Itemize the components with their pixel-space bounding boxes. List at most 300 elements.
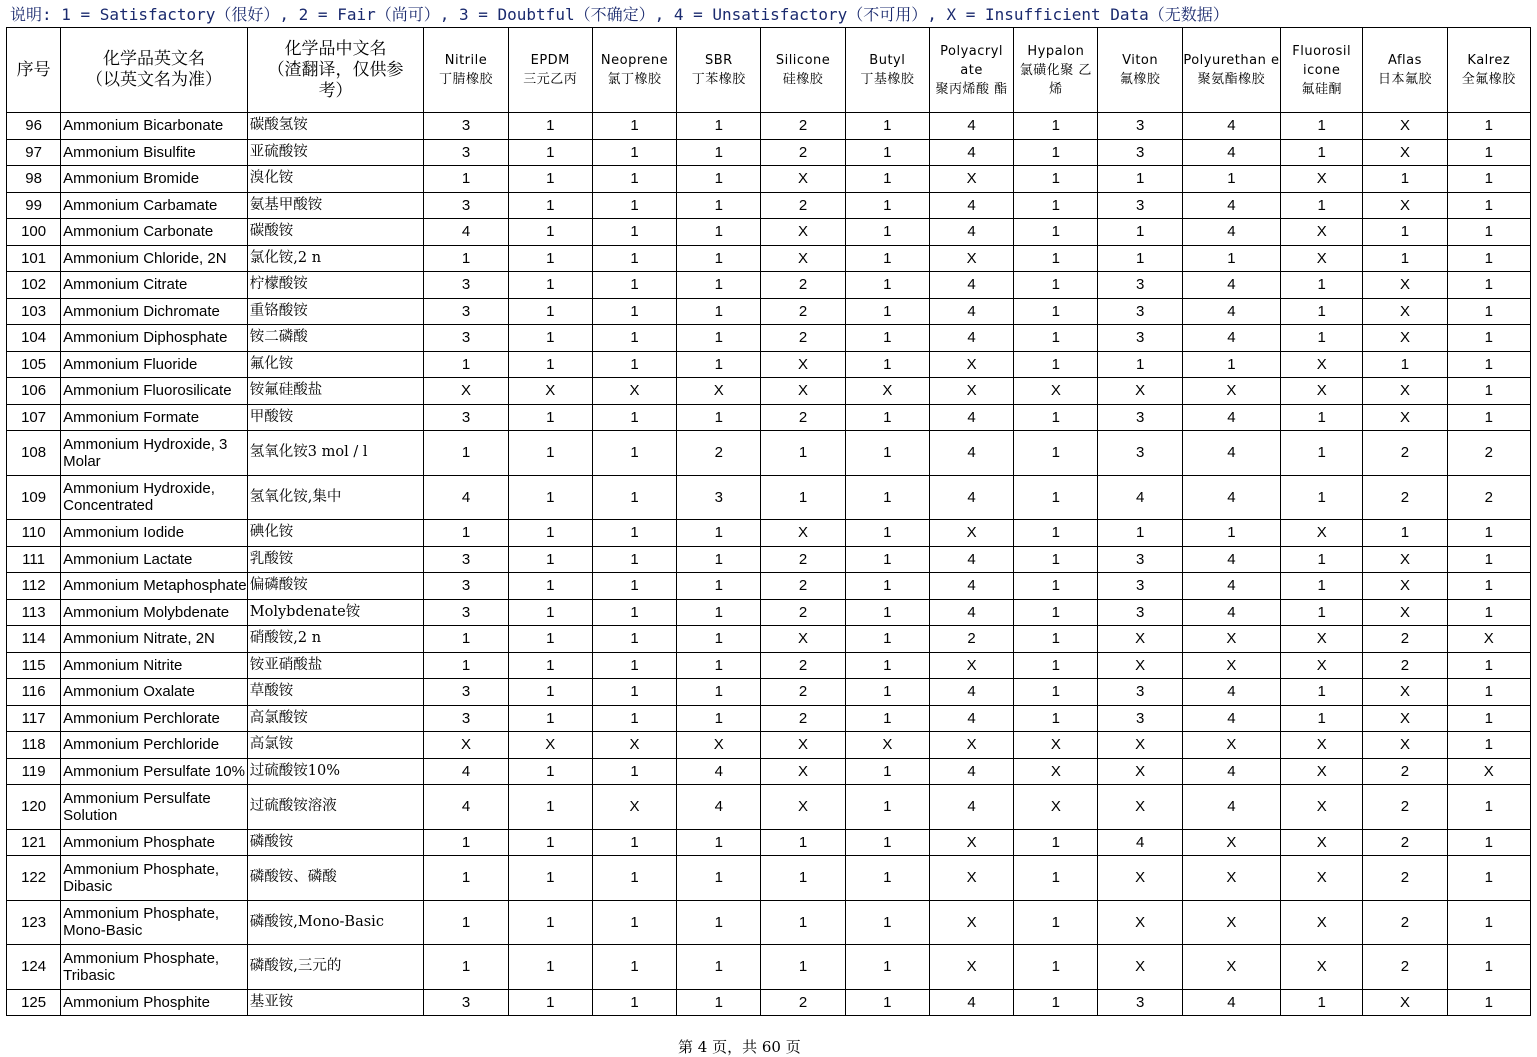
rating-cell: 1 <box>1281 192 1363 219</box>
rating-cell: 3 <box>1098 139 1182 166</box>
header-viton: Viton 氟橡胶 <box>1098 28 1182 113</box>
row-number: 97 <box>7 139 61 166</box>
chemical-en-name: Ammonium Diphosphate <box>61 325 248 352</box>
rating-cell: 1 <box>592 139 676 166</box>
rating-cell: X <box>1281 785 1363 830</box>
rating-cell: X <box>1281 520 1363 547</box>
rating-cell: 1 <box>677 298 761 325</box>
rating-cell: 2 <box>761 652 845 679</box>
header-polyacrylate: Polyacryl ate 聚丙烯酸 酯 <box>929 28 1013 113</box>
rating-cell: 1 <box>1014 475 1098 520</box>
rating-cell: 1 <box>1014 652 1098 679</box>
rating-cell: X <box>1447 626 1530 653</box>
rating-cell: 4 <box>929 325 1013 352</box>
rating-cell: 1 <box>592 652 676 679</box>
rating-cell: 1 <box>761 829 845 856</box>
chemical-cn-name: 亚硫酸铵 <box>247 139 424 166</box>
chemical-cn-name: 磷酸铵 <box>247 829 424 856</box>
rating-cell: X <box>1363 113 1447 140</box>
row-number: 122 <box>7 856 61 901</box>
rating-cell: 1 <box>508 758 592 785</box>
rating-cell: 4 <box>929 192 1013 219</box>
rating-cell: 2 <box>761 113 845 140</box>
rating-cell: 1 <box>1447 219 1530 246</box>
row-number: 100 <box>7 219 61 246</box>
chemical-cn-name: 碳酸氢铵 <box>247 113 424 140</box>
rating-cell: 1 <box>677 404 761 431</box>
rating-cell: 2 <box>761 546 845 573</box>
rating-cell: 4 <box>929 758 1013 785</box>
rating-cell: 1 <box>677 856 761 901</box>
chemical-cn-name: 磷酸铵,Mono-Basic <box>247 900 424 945</box>
rating-cell: 1 <box>1447 325 1530 352</box>
rating-cell: 2 <box>761 325 845 352</box>
rating-cell: 3 <box>424 573 508 600</box>
rating-cell: 1 <box>1014 219 1098 246</box>
rating-cell: X <box>929 166 1013 193</box>
rating-cell: 1 <box>1363 166 1447 193</box>
rating-cell: 1 <box>1447 732 1530 759</box>
rating-cell: X <box>845 732 929 759</box>
rating-cell: 4 <box>929 546 1013 573</box>
rating-cell: 4 <box>424 475 508 520</box>
rating-cell: 1 <box>1281 546 1363 573</box>
rating-cell: X <box>1098 626 1182 653</box>
rating-cell: X <box>929 732 1013 759</box>
rating-cell: 1 <box>677 900 761 945</box>
rating-cell: 1 <box>1447 546 1530 573</box>
header-aflas: Aflas 日本氟胶 <box>1363 28 1447 113</box>
rating-cell: X <box>424 732 508 759</box>
chemical-cn-name: 铵亚硝酸盐 <box>247 652 424 679</box>
rating-cell: 1 <box>677 573 761 600</box>
table-row <box>7 475 1531 520</box>
rating-cell: 1 <box>677 325 761 352</box>
rating-cell: 1 <box>424 829 508 856</box>
rating-cell: X <box>1281 351 1363 378</box>
rating-cell: 1 <box>592 829 676 856</box>
rating-cell: 1 <box>592 679 676 706</box>
chemical-en-name: Ammonium Carbonate <box>61 219 248 246</box>
rating-cell: X <box>1281 219 1363 246</box>
rating-cell: 1 <box>424 945 508 990</box>
rating-cell: 1 <box>508 626 592 653</box>
rating-cell: 1 <box>508 298 592 325</box>
table-row <box>7 378 1531 405</box>
row-number: 113 <box>7 599 61 626</box>
rating-cell: 3 <box>1098 705 1182 732</box>
chemical-cn-name: 铵二磷酸 <box>247 325 424 352</box>
rating-cell: X <box>761 166 845 193</box>
rating-cell: 3 <box>1098 599 1182 626</box>
rating-cell: X <box>1363 732 1447 759</box>
rating-cell: 1 <box>424 652 508 679</box>
rating-cell: 1 <box>508 245 592 272</box>
rating-cell: X <box>1363 679 1447 706</box>
rating-cell: 1 <box>845 652 929 679</box>
rating-cell: 1 <box>1014 546 1098 573</box>
rating-cell: 1 <box>845 404 929 431</box>
rating-cell: 3 <box>424 705 508 732</box>
rating-cell: X <box>1363 404 1447 431</box>
row-number: 115 <box>7 652 61 679</box>
table-row <box>7 732 1531 759</box>
rating-cell: 1 <box>1098 219 1182 246</box>
row-number: 96 <box>7 113 61 140</box>
rating-cell: 4 <box>929 139 1013 166</box>
chemical-en-name: Ammonium Lactate <box>61 546 248 573</box>
rating-cell: 4 <box>929 404 1013 431</box>
rating-cell: 1 <box>592 599 676 626</box>
rating-cell: X <box>761 732 845 759</box>
row-number: 101 <box>7 245 61 272</box>
rating-cell: 1 <box>677 599 761 626</box>
rating-cell: 4 <box>1182 546 1280 573</box>
rating-cell: 1 <box>677 546 761 573</box>
rating-cell: 1 <box>424 431 508 476</box>
rating-cell: 3 <box>1098 989 1182 1016</box>
rating-cell: X <box>1182 829 1280 856</box>
rating-cell: 1 <box>845 298 929 325</box>
rating-cell: 1 <box>508 785 592 830</box>
rating-cell: 1 <box>1014 679 1098 706</box>
rating-cell: X <box>1363 272 1447 299</box>
rating-cell: 4 <box>1182 113 1280 140</box>
table-row <box>7 298 1531 325</box>
rating-cell: X <box>1281 166 1363 193</box>
rating-cell: 3 <box>677 475 761 520</box>
rating-cell: X <box>761 245 845 272</box>
header-butyl: Butyl 丁基橡胶 <box>845 28 929 113</box>
rating-cell: 3 <box>1098 431 1182 476</box>
table-row <box>7 829 1531 856</box>
rating-cell: 2 <box>761 298 845 325</box>
row-number: 108 <box>7 431 61 476</box>
table-row <box>7 272 1531 299</box>
chemical-cn-name: 高氯酸铵 <box>247 705 424 732</box>
row-number: 117 <box>7 705 61 732</box>
rating-cell: 1 <box>508 856 592 901</box>
rating-cell: 1 <box>1014 856 1098 901</box>
rating-cell: 4 <box>929 272 1013 299</box>
rating-cell: 4 <box>1182 989 1280 1016</box>
rating-cell: 3 <box>1098 325 1182 352</box>
rating-cell: 1 <box>1281 113 1363 140</box>
row-number: 125 <box>7 989 61 1016</box>
chemical-en-name: Ammonium Iodide <box>61 520 248 547</box>
table-row <box>7 520 1531 547</box>
chemical-cn-name: 甲酸铵 <box>247 404 424 431</box>
chemical-en-name: Ammonium Oxalate <box>61 679 248 706</box>
rating-cell: 1 <box>677 829 761 856</box>
rating-cell: 3 <box>1098 192 1182 219</box>
row-number: 109 <box>7 475 61 520</box>
rating-cell: 1 <box>1014 626 1098 653</box>
row-number: 124 <box>7 945 61 990</box>
row-number: 103 <box>7 298 61 325</box>
rating-cell: 2 <box>1363 758 1447 785</box>
chemical-en-name: Ammonium Fluoride <box>61 351 248 378</box>
table-row <box>7 599 1531 626</box>
table-row <box>7 900 1531 945</box>
chemical-cn-name: 氟化铵 <box>247 351 424 378</box>
table-row <box>7 166 1531 193</box>
rating-cell: 1 <box>592 989 676 1016</box>
rating-cell: 1 <box>1281 139 1363 166</box>
rating-cell: 1 <box>845 219 929 246</box>
rating-cell: 2 <box>1363 785 1447 830</box>
rating-cell: X <box>592 378 676 405</box>
rating-cell: 1 <box>845 113 929 140</box>
rating-cell: 1 <box>592 758 676 785</box>
rating-cell: X <box>761 351 845 378</box>
rating-cell: 4 <box>929 599 1013 626</box>
header-fluorosilicone: Fluorosil icone 氟硅酮 <box>1281 28 1363 113</box>
row-number: 118 <box>7 732 61 759</box>
rating-cell: X <box>1014 378 1098 405</box>
rating-cell: 1 <box>1014 989 1098 1016</box>
row-number: 106 <box>7 378 61 405</box>
rating-cell: 1 <box>677 520 761 547</box>
table-row <box>7 758 1531 785</box>
rating-cell: 3 <box>1098 546 1182 573</box>
rating-cell: 1 <box>845 785 929 830</box>
chemical-cn-name: 偏磷酸铵 <box>247 573 424 600</box>
rating-cell: 1 <box>677 679 761 706</box>
rating-cell: X <box>1281 829 1363 856</box>
rating-cell: 1 <box>1014 325 1098 352</box>
rating-cell: 1 <box>1281 679 1363 706</box>
rating-cell: 3 <box>424 325 508 352</box>
rating-cell: 1 <box>845 431 929 476</box>
chemical-en-name: Ammonium Persulfate 10% <box>61 758 248 785</box>
rating-cell: X <box>1363 378 1447 405</box>
rating-cell: 1 <box>1014 705 1098 732</box>
rating-cell: 4 <box>1182 139 1280 166</box>
rating-cell: X <box>761 785 845 830</box>
header-sbr: SBR 丁苯橡胶 <box>677 28 761 113</box>
rating-cell: X <box>845 378 929 405</box>
rating-cell: 1 <box>845 829 929 856</box>
table-row <box>7 245 1531 272</box>
chemical-en-name: Ammonium Phosphate, Tribasic <box>61 945 248 990</box>
rating-cell: 4 <box>929 219 1013 246</box>
rating-cell: 1 <box>508 219 592 246</box>
table-row <box>7 325 1531 352</box>
chemical-en-name: Ammonium Perchlorate <box>61 705 248 732</box>
rating-cell: 4 <box>929 431 1013 476</box>
rating-cell: 1 <box>1447 245 1530 272</box>
rating-cell: 1 <box>508 573 592 600</box>
rating-cell: 1 <box>1447 989 1530 1016</box>
rating-cell: 2 <box>761 679 845 706</box>
rating-cell: 1 <box>677 626 761 653</box>
header-polyurethane: Polyurethan e 聚氨酯橡胶 <box>1182 28 1280 113</box>
chemical-cn-name: 氯化铵,2 n <box>247 245 424 272</box>
chemical-en-name: Ammonium Nitrate, 2N <box>61 626 248 653</box>
rating-cell: 2 <box>761 192 845 219</box>
rating-cell: 3 <box>424 139 508 166</box>
rating-cell: X <box>1098 900 1182 945</box>
rating-cell: 4 <box>929 573 1013 600</box>
rating-cell: 2 <box>761 989 845 1016</box>
header-cn-name: 化学品中文名 （渣翻译，仅供参 考） <box>247 28 424 113</box>
rating-cell: 1 <box>845 546 929 573</box>
rating-cell: 4 <box>929 785 1013 830</box>
chemical-en-name: Ammonium Hydroxide, 3 Molar <box>61 431 248 476</box>
chemical-en-name: Ammonium Nitrite <box>61 652 248 679</box>
rating-cell: 1 <box>1363 219 1447 246</box>
rating-cell: 1 <box>592 113 676 140</box>
rating-cell: 1 <box>845 945 929 990</box>
rating-cell: 1 <box>592 856 676 901</box>
rating-cell: X <box>929 900 1013 945</box>
rating-cell: X <box>677 732 761 759</box>
rating-cell: 1 <box>1281 573 1363 600</box>
rating-cell: 4 <box>929 298 1013 325</box>
rating-cell: X <box>1098 378 1182 405</box>
rating-cell: 1 <box>1447 139 1530 166</box>
rating-cell: 1 <box>1098 520 1182 547</box>
rating-cell: 4 <box>929 679 1013 706</box>
rating-cell: 1 <box>508 325 592 352</box>
row-number: 104 <box>7 325 61 352</box>
rating-cell: 1 <box>1182 520 1280 547</box>
rating-cell: X <box>1014 732 1098 759</box>
rating-cell: 2 <box>761 573 845 600</box>
rating-cell: 1 <box>677 219 761 246</box>
chemical-en-name: Ammonium Phosphate <box>61 829 248 856</box>
rating-cell: 1 <box>508 599 592 626</box>
rating-cell: 1 <box>1014 900 1098 945</box>
rating-cell: 1 <box>508 652 592 679</box>
rating-cell: X <box>1363 325 1447 352</box>
rating-cell: 1 <box>1182 351 1280 378</box>
rating-cell: 3 <box>424 989 508 1016</box>
rating-cell: 4 <box>1182 404 1280 431</box>
rating-cell: 1 <box>1014 520 1098 547</box>
rating-cell: 3 <box>1098 298 1182 325</box>
chemical-cn-name: 氢氧化铵,集中 <box>247 475 424 520</box>
rating-cell: 1 <box>1182 166 1280 193</box>
rating-cell: 2 <box>1363 945 1447 990</box>
rating-cell: X <box>1182 856 1280 901</box>
rating-cell: 1 <box>1014 272 1098 299</box>
rating-cell: X <box>1182 626 1280 653</box>
rating-cell: 1 <box>424 245 508 272</box>
table-row <box>7 431 1531 476</box>
rating-cell: 1 <box>1014 245 1098 272</box>
table-row <box>7 705 1531 732</box>
row-number: 119 <box>7 758 61 785</box>
row-number: 107 <box>7 404 61 431</box>
table-body <box>7 113 1531 1016</box>
header-kalrez: Kalrez 全氟橡胶 <box>1447 28 1530 113</box>
row-number: 98 <box>7 166 61 193</box>
rating-cell: 2 <box>761 272 845 299</box>
table-row <box>7 945 1531 990</box>
row-number: 102 <box>7 272 61 299</box>
header-en-name: 化学品英文名 （以英文名为准） <box>61 28 248 113</box>
table-row <box>7 139 1531 166</box>
rating-cell: X <box>1182 732 1280 759</box>
rating-cell: 3 <box>1098 404 1182 431</box>
rating-cell: 4 <box>1182 298 1280 325</box>
rating-cell: 1 <box>1447 599 1530 626</box>
chemical-en-name: Ammonium Phosphate, Mono-Basic <box>61 900 248 945</box>
rating-cell: X <box>929 652 1013 679</box>
rating-cell: X <box>761 520 845 547</box>
table-row <box>7 785 1531 830</box>
header-epdm: EPDM 三元乙丙 <box>508 28 592 113</box>
row-number: 99 <box>7 192 61 219</box>
rating-cell: 1 <box>424 166 508 193</box>
chemical-cn-name: 乳酸铵 <box>247 546 424 573</box>
rating-cell: X <box>592 732 676 759</box>
rating-cell: 1 <box>1014 945 1098 990</box>
rating-cell: 2 <box>1363 626 1447 653</box>
rating-cell: X <box>1363 192 1447 219</box>
chemical-en-name: Ammonium Bromide <box>61 166 248 193</box>
rating-cell: 1 <box>677 139 761 166</box>
chemical-en-name: Ammonium Fluorosilicate <box>61 378 248 405</box>
chemical-cn-name: 磷酸铵,三元的 <box>247 945 424 990</box>
rating-cell: 3 <box>424 113 508 140</box>
rating-cell: 1 <box>761 945 845 990</box>
rating-cell: 1 <box>1447 298 1530 325</box>
chemical-cn-name: 溴化铵 <box>247 166 424 193</box>
rating-cell: X <box>929 856 1013 901</box>
rating-cell: 1 <box>424 856 508 901</box>
rating-cell: 4 <box>1182 599 1280 626</box>
header-row <box>7 28 1531 113</box>
row-number: 120 <box>7 785 61 830</box>
rating-cell: 1 <box>1281 272 1363 299</box>
row-number: 111 <box>7 546 61 573</box>
rating-cell: X <box>1281 856 1363 901</box>
rating-cell: 1 <box>592 404 676 431</box>
table-row <box>7 626 1531 653</box>
rating-cell: 1 <box>592 945 676 990</box>
rating-cell: 4 <box>929 989 1013 1016</box>
rating-cell: 4 <box>1182 192 1280 219</box>
rating-cell: 1 <box>677 652 761 679</box>
rating-cell: 4 <box>1182 705 1280 732</box>
rating-cell: 1 <box>508 679 592 706</box>
rating-cell: 1 <box>508 989 592 1016</box>
rating-cell: 1 <box>1014 113 1098 140</box>
rating-cell: 1 <box>677 989 761 1016</box>
rating-cell: 1 <box>592 219 676 246</box>
rating-cell: X <box>1363 546 1447 573</box>
chemical-en-name: Ammonium Chloride, 2N <box>61 245 248 272</box>
rating-cell: 3 <box>424 599 508 626</box>
rating-cell: 1 <box>508 431 592 476</box>
rating-cell: X <box>592 785 676 830</box>
rating-cell: X <box>1014 758 1098 785</box>
table-row <box>7 113 1531 140</box>
rating-cell: 1 <box>592 245 676 272</box>
rating-cell: 1 <box>1281 989 1363 1016</box>
rating-cell: 3 <box>1098 679 1182 706</box>
rating-cell: 1 <box>761 856 845 901</box>
rating-cell: 4 <box>1182 431 1280 476</box>
rating-cell: 1 <box>1447 900 1530 945</box>
rating-cell: 4 <box>929 113 1013 140</box>
rating-cell: 4 <box>1182 785 1280 830</box>
rating-cell: 1 <box>592 626 676 653</box>
header-nitrile: Nitrile 丁腈橡胶 <box>424 28 508 113</box>
